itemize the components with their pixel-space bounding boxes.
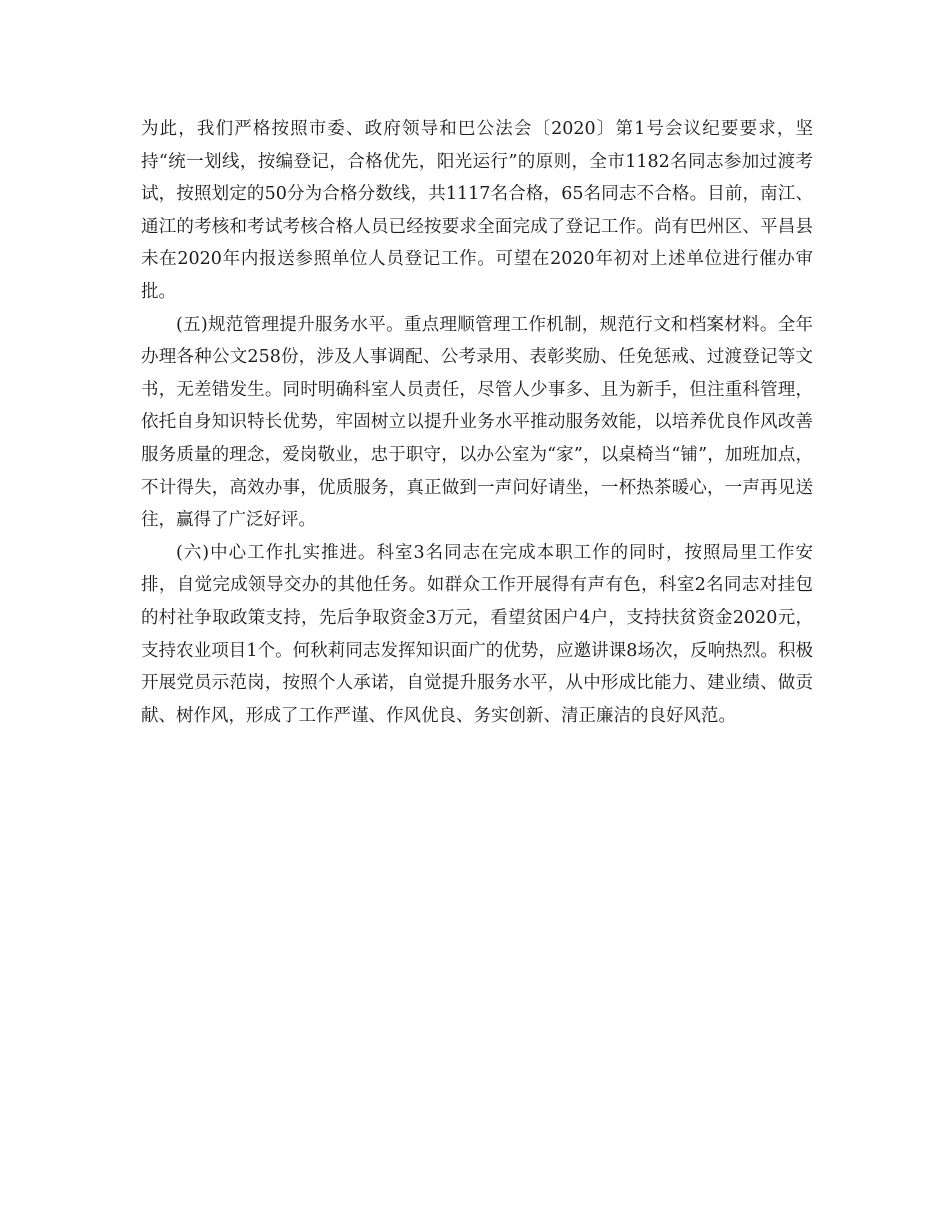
paragraph-service-management: (五)规范管理提升服务水平。重点理顺管理工作机制，规范行文和档案材料。全年办理各种公文258份，涉及人事调配、公考录用、表彰奖励、任免惩戒、过渡登记等文书，无差错发生。同时明确科室人员责任，尽管人少事多、且为新手，但注重科管理，依托自身知识特长优势，牢固树立以提升业务水平推动服务效能，以培养优良作风改善服务质量的理念，爱岗敬业，忠于职守，以办公室为“家”，以桌椅当“铺”，加班加点，不计得失，高效办事，优质服务，真正做到一声问好请坐，一杯热茶暖心，一声再见送往，赢得了广泛好评。 xyxy=(141,314,813,531)
paragraph-central-work: (六)中心工作扎实推进。科室3名同志在完成本职工作的同时，按照局里工作安排，自觉完成领导交办的其他任务。如群众工作开展得有声有色，科室2名同志对挂包的村社争取政策支持，先后争取资金3万元，看望贫困户4户，支持扶贫资金2020元，支持农业项目1个。何秋莉同志发挥知识面广的优势，应邀讲课8场次，反响热烈。积极开展党员示范岗，按照个人承诺，自觉提升服务水平，从中形成比能力、建业绩、做贡献、树作风，形成了工作严谨、作风优良、务实创新、清正廉洁的良好风范。 xyxy=(141,542,813,726)
paragraph-registration: 为此，我们严格按照市委、政府领导和巴公法会〔2020〕第1号会议纪要要求，坚持“统一划线，按编登记，合格优先，阳光运行”的原则，全市1182名同志参加过渡考试，按照划定的50分为合格分数线，共1117名合格，65名同志不合格。目前，南江、通江的考核和考试考核合格人员已经按要求全面完成了登记工作。尚有巴州区、平昌县未在2020年内报送参照单位人员登记工作。可望在2020年初对上述单位进行催办审批。 xyxy=(141,119,813,302)
document-body xyxy=(141,113,813,732)
